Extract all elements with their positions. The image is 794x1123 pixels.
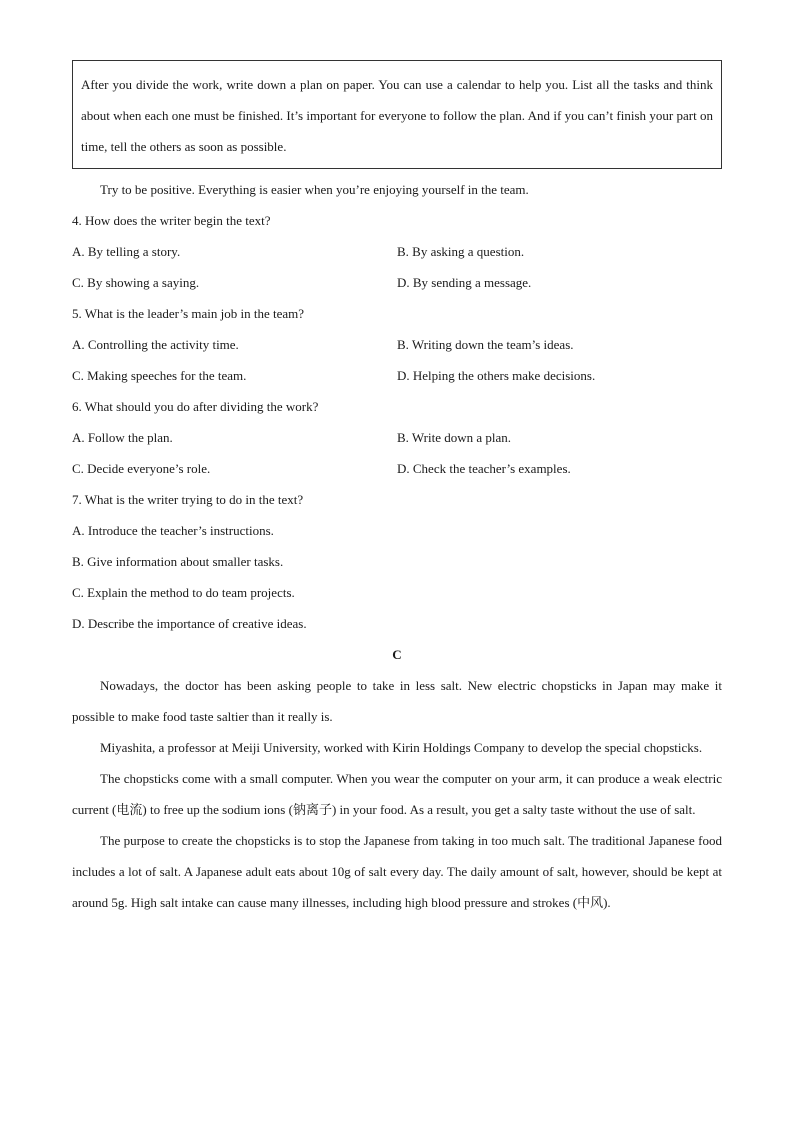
option-b: B. Write down a plan. xyxy=(397,430,512,445)
question-stem: 4. How does the writer begin the text? xyxy=(72,213,271,228)
option-a: A. Controlling the activity time. xyxy=(72,337,239,352)
passage-paragraph: Nowadays, the doctor has been asking people to take in less salt. New electric chopsticks in Japan may make it possible to make food taste saltier than it really is. xyxy=(72,678,722,724)
option-c: C. By showing a saying. xyxy=(72,275,200,290)
option-b: B. By asking a question. xyxy=(397,244,525,259)
option-b: B. Writing down the team’s ideas. xyxy=(397,337,574,352)
option-row xyxy=(72,267,722,298)
section-heading: C xyxy=(392,647,402,662)
option-c: C. Decide everyone’s role. xyxy=(72,461,211,476)
option-row xyxy=(72,422,722,453)
question-stem: 5. What is the leader’s main job in the team? xyxy=(72,306,305,321)
question-stem: 7. What is the writer trying to do in the text? xyxy=(72,492,304,507)
option-d: D. Describe the importance of creative ideas. xyxy=(72,616,307,631)
boxed-paragraph: After you divide the work, write down a plan on paper. You can use a calendar to help you. List all the tasks and think about when each one must be finished. It’s important for everyone to follow the plan. And if you can’t finish your part on time, tell the others as soon as possible. xyxy=(72,60,722,169)
document-page xyxy=(72,60,722,918)
option-b: B. Give information about smaller tasks. xyxy=(72,554,284,569)
option-d: D. Helping the others make decisions. xyxy=(397,368,596,383)
option-row xyxy=(72,236,722,267)
closing-line: Try to be positive. Everything is easier when you’re enjoying yourself in the team. xyxy=(100,182,529,197)
passage-paragraph: Miyashita, a professor at Meiji University, worked with Kirin Holdings Company to develop the special chopsticks. xyxy=(100,740,703,755)
passage-paragraph: The chopsticks come with a small computer. When you wear the computer on your arm, it can produce a weak electric current (电流) to free up the sodium ions (钠离子) in your food. As a result, you get a salty taste without the use of salt. xyxy=(72,771,722,817)
option-a: A. Introduce the teacher’s instructions. xyxy=(72,523,274,538)
question-stem: 6. What should you do after dividing the work? xyxy=(72,399,319,414)
option-row xyxy=(72,360,722,391)
option-c: C. Explain the method to do team projects. xyxy=(72,585,295,600)
option-c: C. Making speeches for the team. xyxy=(72,368,247,383)
option-row xyxy=(72,329,722,360)
option-a: A. By telling a story. xyxy=(72,244,181,259)
passage-paragraph: The purpose to create the chopsticks is to stop the Japanese from taking in too much salt. The traditional Japanese food includes a lot of salt. A Japanese adult eats about 10g of salt every day. The daily amount of salt, however, should be kept at around 5g. High salt intake can cause many illnesses, including high blood pressure and strokes (中风). xyxy=(72,833,722,910)
option-a: A. Follow the plan. xyxy=(72,430,173,445)
option-row xyxy=(72,453,722,484)
option-d: D. Check the teacher’s examples. xyxy=(397,461,571,476)
option-d: D. By sending a message. xyxy=(397,275,532,290)
